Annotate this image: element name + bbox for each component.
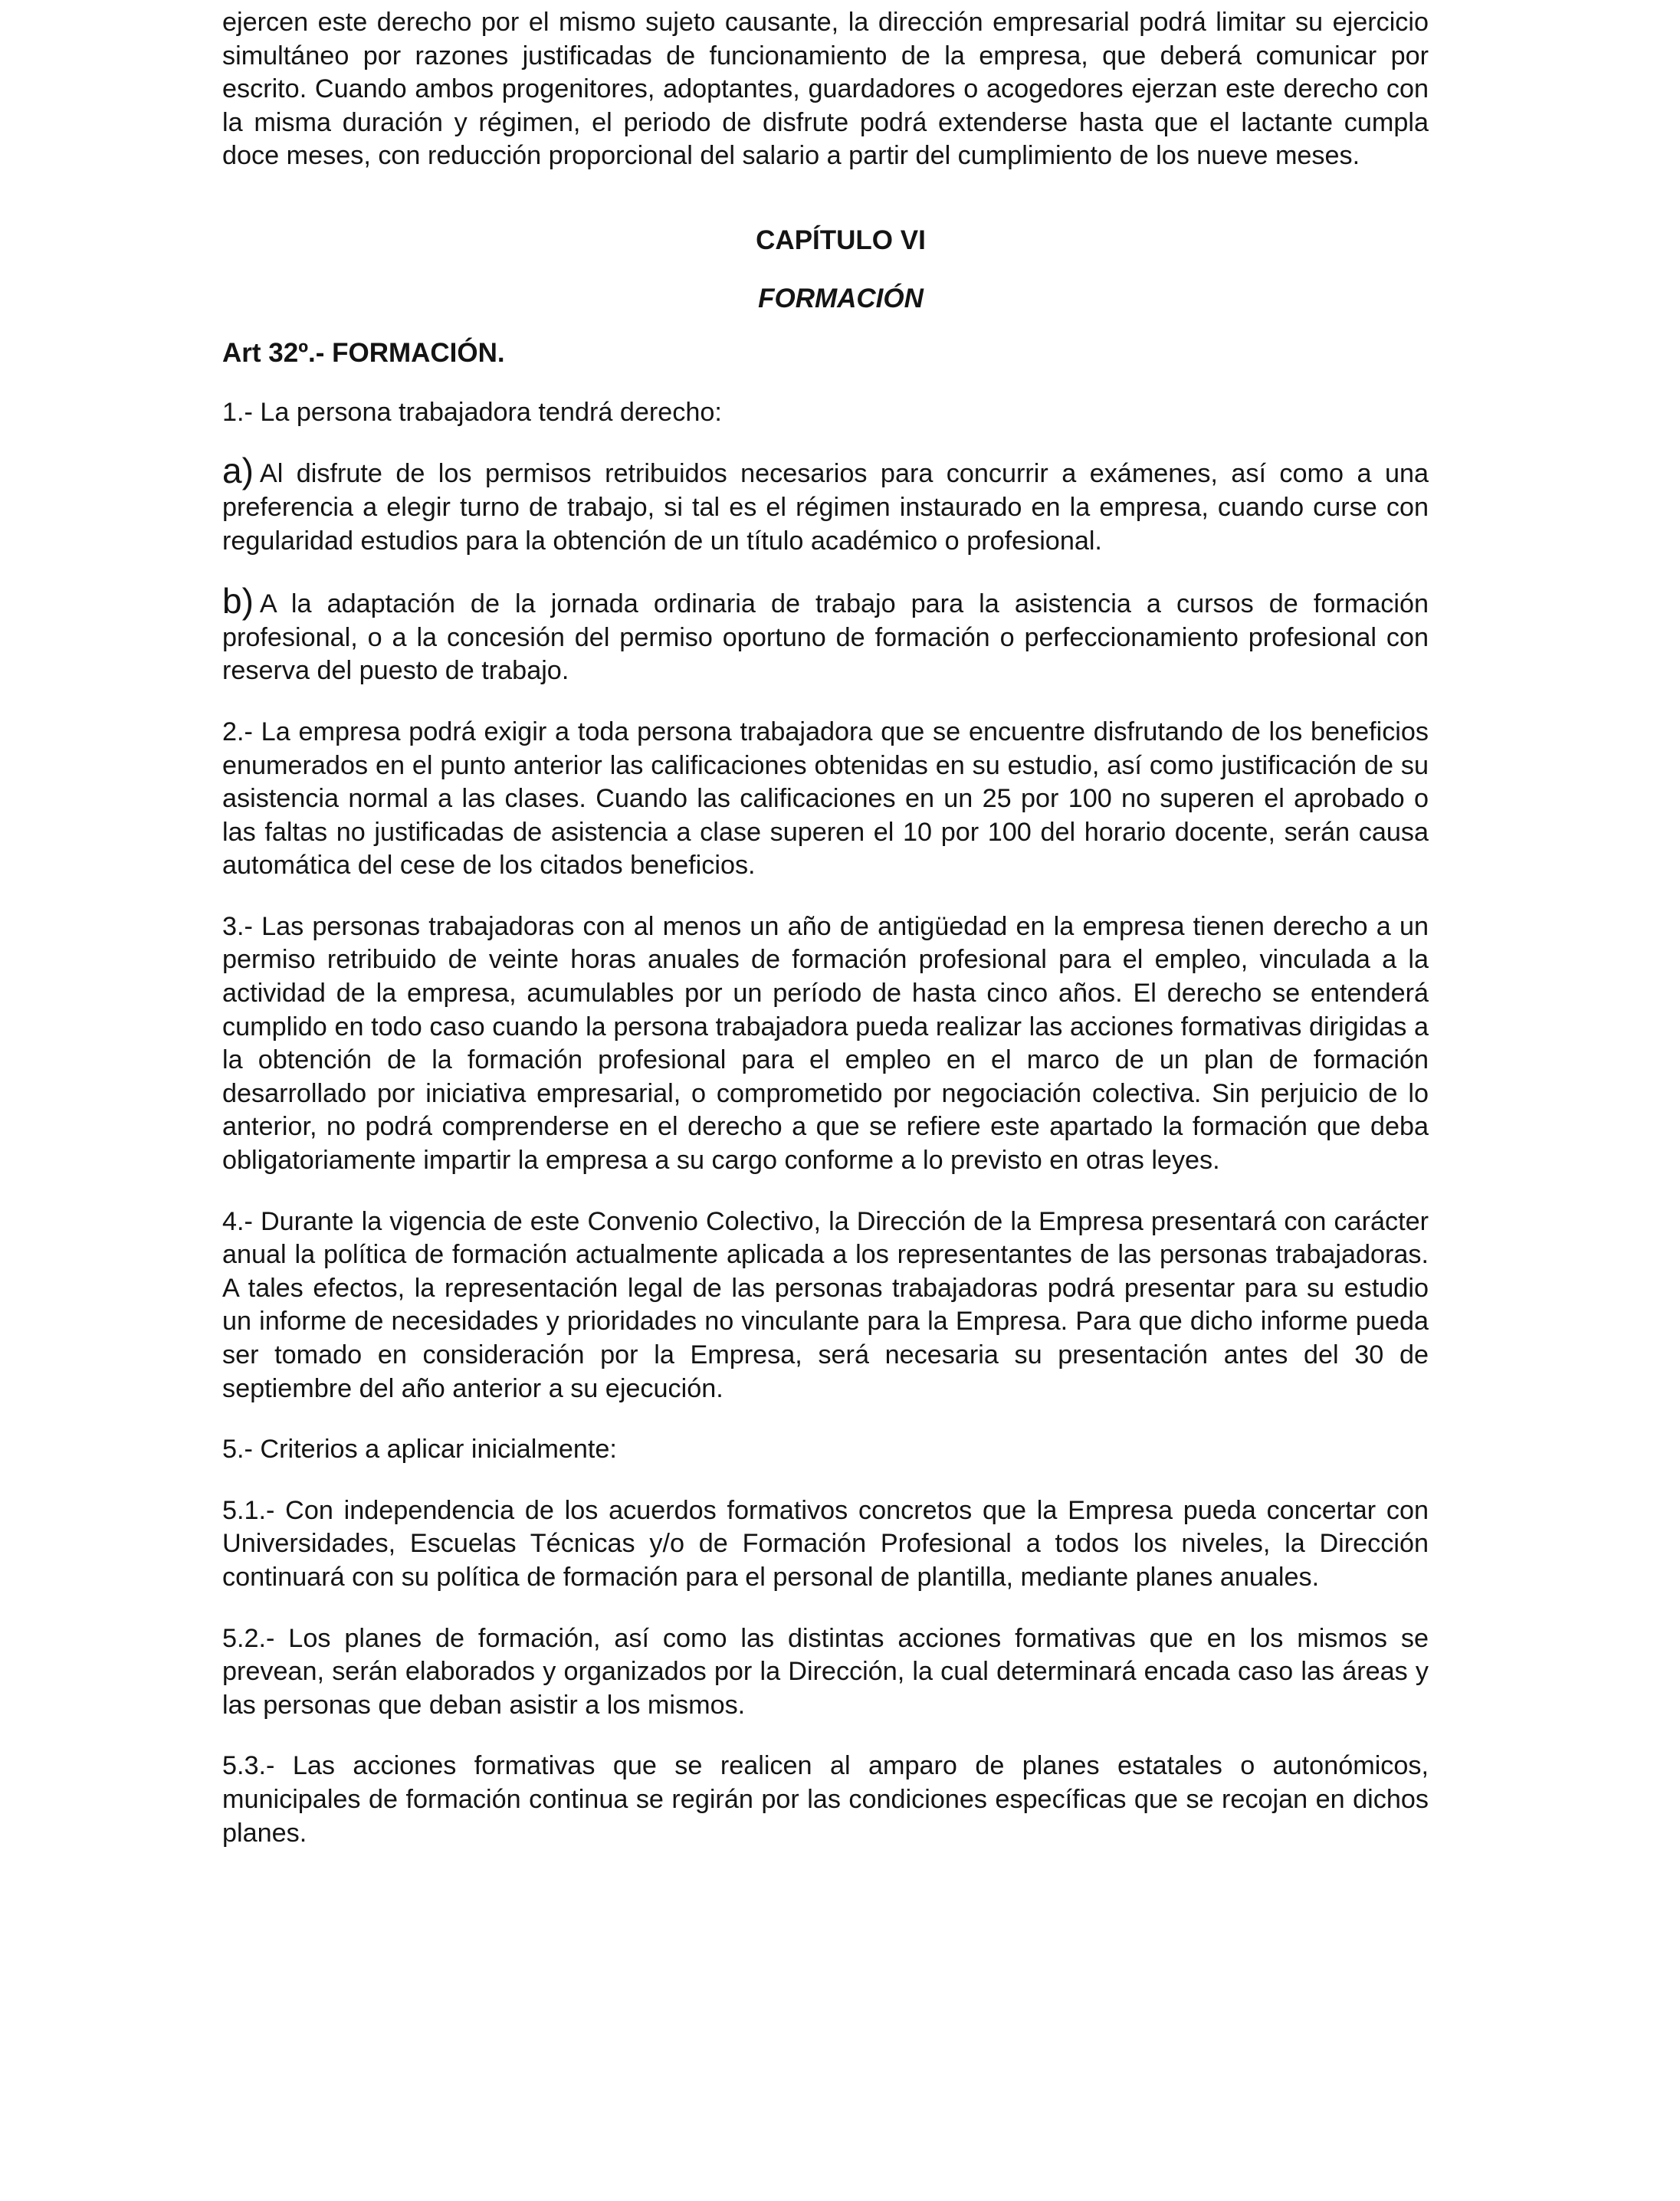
paragraph-5-3: 5.3.- Las acciones formativas que se realicen al amparo de planes estatales o autonómicos, municipales de formación continua se regirán por las condiciones específicas que se recojan en dichos planes. [222, 1751, 1429, 1848]
paragraph-1: 1.- La persona trabajadora tendrá derecho: [222, 397, 722, 427]
document-page [222, 6, 1429, 1850]
article-heading: Art 32º.- FORMACIÓN. [222, 338, 505, 369]
list-item-b-text: A la adaptación de la jornada ordinaria de trabajo para la asistencia a cursos de formación profesional, o a la concesión del permiso oportuno de formación o perfeccionamiento profesional con reserva del puesto de trabajo. [222, 589, 1429, 686]
paragraph-2: 2.- La empresa podrá exigir a toda persona trabajadora que se encuentre disfrutando de los beneficios enumerados en el punto anterior las calificaciones obtenidas en su estudio, así como justificación de su asistencia normal a las clases. Cuando las calificaciones en un 25 por 100 no superen el aprobado o las faltas no justificadas de asistencia a clase superen el 10 por 100 del horario docente, serán causa automática del cese de los citados beneficios. [222, 717, 1429, 881]
paragraph-4: 4.- Durante la vigencia de este Convenio Colectivo, la Dirección de la Empresa presentará con carácter anual la política de formación actualmente aplicada a los representantes de las personas trabajadoras. A tales efectos, la representación legal de las personas trabajadoras podrá presentar para su estudio un informe de necesidades y prioridades no vinculante para la Empresa. Para que dicho informe pueda ser tomado en consideración por la Empresa, será necesaria su presentación antes del 30 de septiembre del año anterior a su ejecución. [222, 1206, 1429, 1403]
paragraph-5-1: 5.1.- Con independencia de los acuerdos formativos concretos que la Empresa pueda concertar con Universidades, Escuelas Técnicas y/o de Formación Profesional a todos los niveles, la Dirección continuará con su política de formación para el personal de plantilla, mediante planes anuales. [222, 1495, 1429, 1592]
list-item-a-letter: a) [222, 451, 254, 491]
chapter-title: FORMACIÓN [758, 283, 924, 313]
list-item-b-letter: b) [222, 581, 254, 622]
list-item-a [222, 451, 1429, 558]
paragraph-3: 3.- Las personas trabajadoras con al menos un año de antigüedad en la empresa tienen derecho a un permiso retribuido de veinte horas anuales de formación profesional para el empleo, vinculada a la actividad de la empresa, acumulables por un período de hasta cinco años. El derecho se entenderá cumplido en todo caso cuando la persona trabajadora pueda realizar las acciones formativas dirigidas a la obtención de la formación profesional para el empleo en el marco de un plan de formación desarrollado por iniciativa empresarial, o comprometido por negociación colectiva. Sin perjuicio de lo anterior, no podrá comprenderse en el derecho a que se refiere este apartado la formación que deba obligatoriamente impartir la empresa a su cargo conforme a lo previsto en otras leyes. [222, 911, 1429, 1176]
intro-paragraph: ejercen este derecho por el mismo sujeto causante, la dirección empresarial podrá limitar su ejercicio simultáneo por razones justificadas de funcionamiento de la empresa, que deberá comunicar por escrito. Cuando ambos progenitores, adoptantes, guardadores o acogedores ejerzan este derecho con la misma duración y régimen, el periodo de disfrute podrá extenderse hasta que el lactante cumpla doce meses, con reducción proporcional del salario a partir del cumplimiento de los nueve meses. [222, 8, 1429, 171]
chapter-heading: CAPÍTULO VI [756, 225, 926, 255]
paragraph-5-2: 5.2.- Los planes de formación, así como las distintas acciones formativas que en los mismos se prevean, serán elaborados y organizados por la Dirección, la cual determinará encada caso las áreas y las personas que deban asistir a los mismos. [222, 1623, 1429, 1720]
paragraph-5: 5.- Criterios a aplicar inicialmente: [222, 1435, 617, 1465]
list-item-b [222, 581, 1429, 688]
list-item-a-text: Al disfrute de los permisos retribuidos necesarios para concurrir a exámenes, así como a una preferencia a elegir turno de trabajo, si tal es el régimen instaurado en la empresa, cuando curse con regularidad estudios para la obtención de un título académico o profesional. [222, 459, 1429, 556]
